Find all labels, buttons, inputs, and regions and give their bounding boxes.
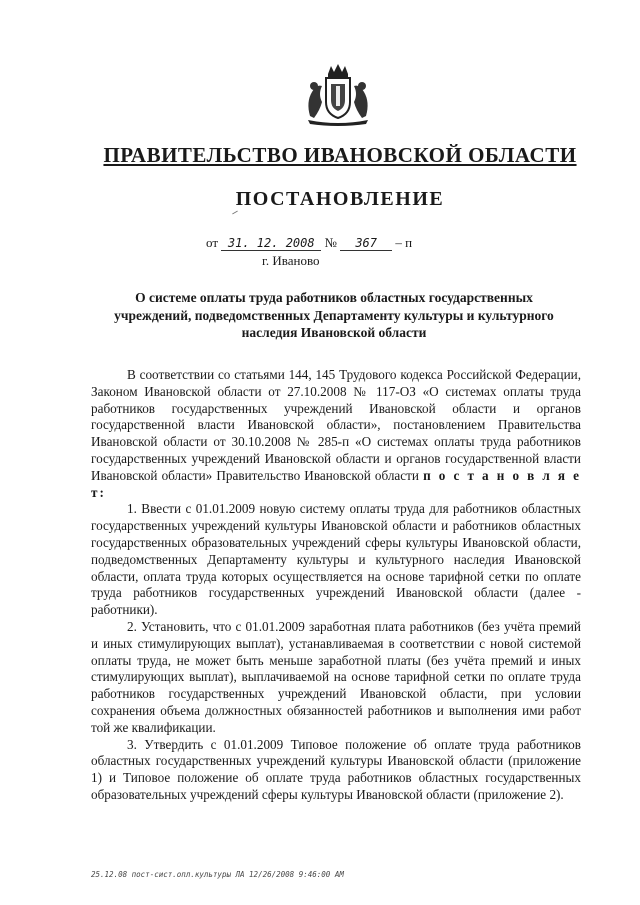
document-subject: О системе оплаты труда работников областных государственных учреждений, подведомственных Департаменту культуры и культурного наследия Ивановской области [114,290,554,340]
document-number-line [206,235,412,251]
file-footer: 25.12.08 пост-сист.опл.культуры ЛА 12/26/2008 9:46:00 AM [91,870,344,879]
document-date: 31. 12. 2008 [221,236,321,251]
preamble-paragraph [91,367,581,501]
city: г. Иваново [262,253,320,268]
decree-word: п о с т а н о в л я е т: [91,467,582,500]
number-suffix: – п [395,235,413,250]
preamble-text: В соответствии со статьями 144, 145 Трудового кодекса Российской Федерации, Законом Ивановской области от 27.10.2008 № 117-ОЗ «О системах оплаты труда работников государственных учреждений Ивановской области и органов государственной власти Ивановской области», постановлением Правительства Ивановской области от 30.10.2008 № 285-п «О системах оплаты труда работников государственных учреждений Ивановской области и органов государственной власти Ивановской области» Правительство Ивановской области [91,367,581,483]
government-title: ПРАВИТЕЛЬСТВО ИВАНОВСКОЙ ОБЛАСТИ [103,143,577,167]
item-1: 1. Ввести с 01.01.2009 новую систему оплаты труда для работников областных государственных учреждений культуры Ивановской области и работников областных государственных образовательных учреждений сферы культуры Ивановской области, подведомственных Департаменту культуры и культурного наследия Ивановской области, оплата труда которых осуществляется на основе тарифной сетки по оплате труда работников государственных учреждений Ивановской области (далее - работники). [91,501,581,618]
document-number: 367 [340,236,392,251]
scan-mark [232,211,238,215]
document-body [91,367,581,804]
coat-of-arms-icon [300,62,376,128]
from-label: от [206,235,219,250]
item-2: 2. Установить, что с 01.01.2009 заработная плата работников (без учёта премий и иных стимулирующих выплат), устанавливаемая в соответствии с новой системой оплаты труда, не может быть меньше заработной платы (без учёта премий и иных стимулирующих выплат), выплачиваемой на основе тарифной сетки по оплате труда работников государственных учреждений Ивановской области, при условии сохранения объема должностных обязанностей работников и выполнения ими работ той же квалификации. [91,618,581,735]
document-type: ПОСТАНОВЛЕНИЕ [235,188,445,210]
item-3: 3. Утвердить с 01.01.2009 Типовое положение об оплате труда работников областных государственных учреждений культуры Ивановской области (приложение 1) и Типовое положение об оплате труда работников областных государственных образовательных учреждений сферы культуры Ивановской области (приложение 2). [91,736,581,802]
number-label: № [324,235,337,250]
